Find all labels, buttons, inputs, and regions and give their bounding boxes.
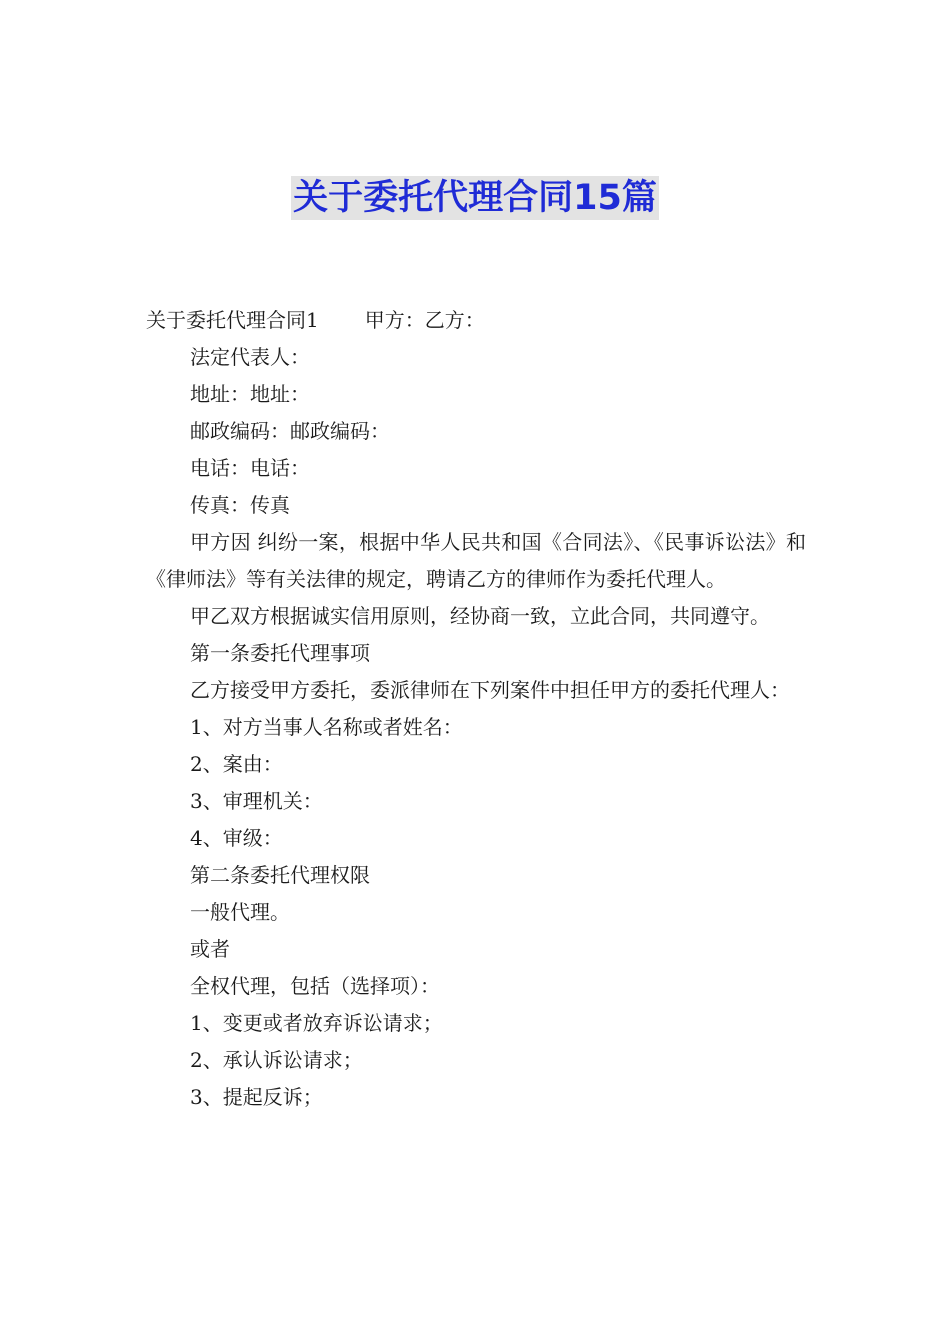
paragraph-appointment: 乙方接受甲方委托，委派律师在下列案件中担任甲方的委托代理人： bbox=[190, 678, 790, 702]
list-item: 1、对方当事人名称或者姓名： bbox=[190, 715, 463, 739]
list-item: 2、案由： bbox=[190, 752, 283, 776]
paragraph-legal-rep: 法定代表人： bbox=[190, 345, 310, 369]
paragraph-phone: 电话：电话： bbox=[190, 456, 310, 480]
paragraph-address: 地址：地址： bbox=[190, 382, 310, 406]
first-line bbox=[146, 302, 806, 339]
paragraph-agreement: 甲乙双方根据诚实信用原则，经协商一致，立此合同，共同遵守。 bbox=[190, 604, 770, 628]
list-item: 3、提起反诉； bbox=[190, 1085, 323, 1109]
paragraph-full-agency: 全权代理，包括（选择项）： bbox=[190, 974, 440, 998]
contract-heading: 关于委托代理合同1 bbox=[146, 308, 319, 332]
paragraph-or: 或者 bbox=[190, 937, 230, 961]
list-item: 4、审级： bbox=[190, 826, 283, 850]
document-title: 关于委托代理合同15篇 bbox=[293, 178, 657, 218]
article-2-heading: 第二条委托代理权限 bbox=[190, 863, 370, 887]
document-body bbox=[146, 302, 806, 1116]
paragraph-fax: 传真：传真 bbox=[190, 493, 290, 517]
list-item: 1、变更或者放弃诉讼请求； bbox=[190, 1011, 443, 1035]
paragraph-basis: 甲方因 纠纷一案，根据中华人民共和国《合同法》、《民事诉讼法》和《律师法》等有关法律的规定，聘请乙方的律师作为委托代理人。 bbox=[146, 530, 806, 591]
article-1-heading: 第一条委托代理事项 bbox=[190, 641, 370, 665]
title-container bbox=[0, 176, 950, 220]
list-item: 2、承认诉讼请求； bbox=[190, 1048, 363, 1072]
paragraph-general-agency: 一般代理。 bbox=[190, 900, 290, 924]
list-item: 3、审理机关： bbox=[190, 789, 323, 813]
paragraph-postcode: 邮政编码：邮政编码： bbox=[190, 419, 390, 443]
parties-line: 甲方：乙方： bbox=[364, 308, 485, 332]
